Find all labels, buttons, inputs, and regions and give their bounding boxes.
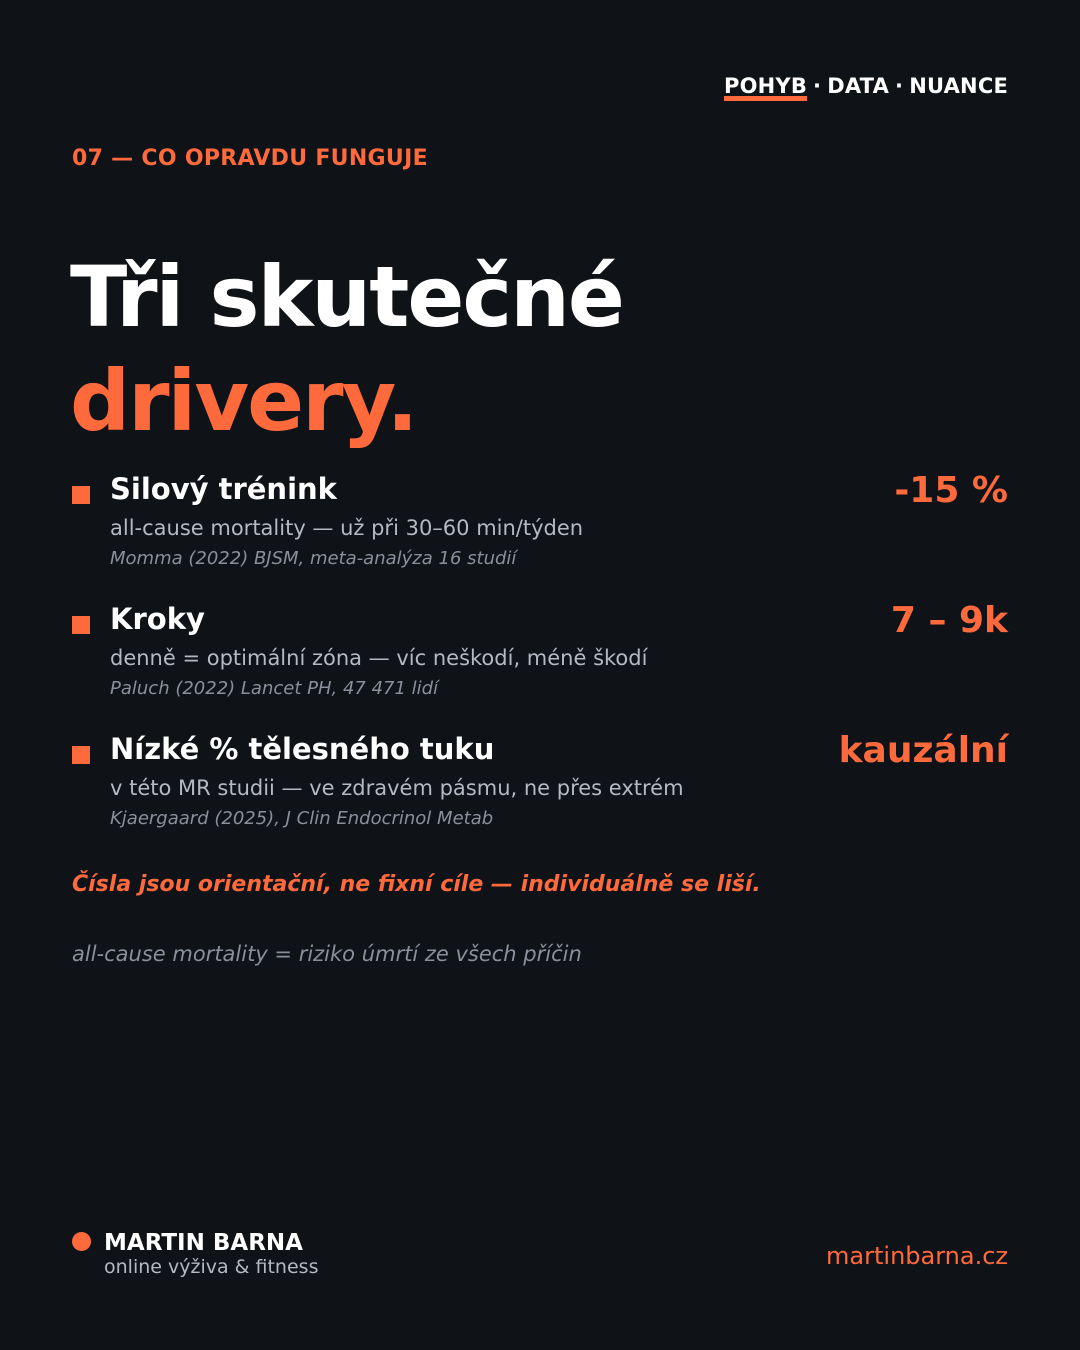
driver-item-body-fat [72, 732, 1008, 862]
headline [70, 245, 623, 453]
driver-source: Kjaergaard (2025), J Clin Endocrinol Metab [110, 808, 494, 829]
brand-tag-nuance: NUANCE [909, 74, 1008, 98]
brand-tag-separator: · [813, 74, 822, 98]
driver-item-strength-training [72, 472, 1008, 602]
square-bullet-icon [72, 746, 90, 764]
driver-description: denně = optimální zóna — víc neškodí, méně škodí [110, 646, 648, 670]
square-bullet-icon [72, 486, 90, 504]
headline-line-1: Tři skutečné [70, 248, 623, 346]
driver-description: all-cause mortality — už při 30–60 min/týden [110, 516, 584, 540]
brand-tag-pohyb: POHYB [724, 74, 808, 98]
disclaimer-note: Čísla jsou orientační, ne fixní cíle — individuálně se liší. [72, 872, 761, 897]
brand-tagline [724, 74, 1008, 98]
driver-title: Silový trénink [110, 472, 337, 506]
driver-source: Momma (2022) BJSM, meta-analýza 16 studií [110, 548, 517, 569]
driver-title: Nízké % tělesného tuku [110, 732, 495, 766]
driver-value: 7 – 9k [890, 600, 1008, 641]
brand-tag-data: DATA [827, 74, 890, 98]
author-subtitle: online výživa & fitness [104, 1256, 319, 1278]
driver-value: kauzální [838, 730, 1008, 771]
square-bullet-icon [72, 616, 90, 634]
headline-line-2: drivery. [70, 352, 417, 450]
author-dot-icon [72, 1232, 91, 1251]
glossary-note: all-cause mortality = riziko úmrtí ze všech příčin [72, 942, 582, 966]
driver-source: Paluch (2022) Lancet PH, 47 471 lidí [110, 678, 439, 699]
driver-value: -15 % [894, 470, 1008, 511]
brand-tag-separator: · [895, 74, 904, 98]
driver-item-steps [72, 602, 1008, 732]
website-link[interactable]: martinbarna.cz [826, 1242, 1008, 1270]
author-name: MARTIN BARNA [104, 1230, 303, 1256]
driver-list [72, 472, 1008, 862]
driver-title: Kroky [110, 602, 205, 636]
driver-description: v této MR studii — ve zdravém pásmu, ne přes extrém [110, 776, 684, 800]
section-kicker: 07 — CO OPRAVDU FUNGUJE [72, 146, 428, 171]
